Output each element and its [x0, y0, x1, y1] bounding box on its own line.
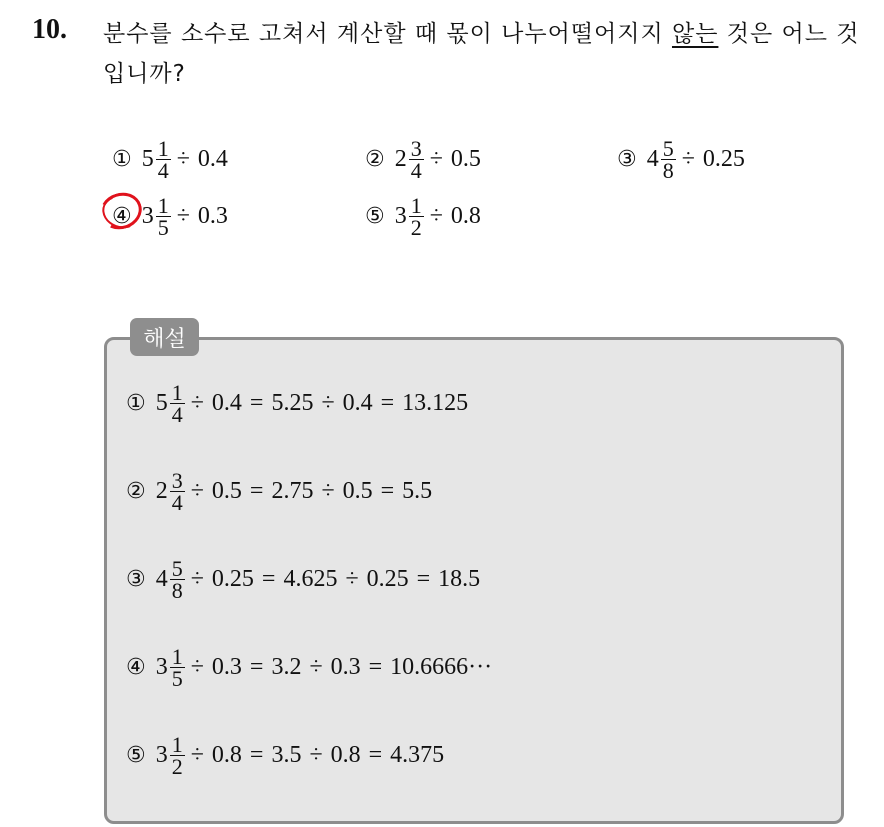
- option-marker: ①: [126, 391, 146, 416]
- fraction-numerator: 1: [410, 193, 422, 218]
- division-expression: ÷ 0.5: [429, 146, 481, 172]
- option-marker: ③: [126, 567, 146, 592]
- fraction-numerator: 5: [171, 556, 183, 581]
- option-marker: ⑤: [126, 743, 146, 768]
- mixed-number-whole: 5: [155, 390, 168, 416]
- solution-expression: ÷ 0.5 = 2.75 ÷ 0.5 = 5.5: [190, 478, 433, 504]
- option-marker: ④: [112, 204, 132, 229]
- fraction-denominator: 4: [171, 490, 183, 515]
- fraction: [170, 470, 185, 513]
- fraction: [170, 382, 185, 425]
- solution-expression: ÷ 0.4 = 5.25 ÷ 0.4 = 13.125: [190, 390, 469, 416]
- mixed-number-whole: 3: [394, 203, 407, 229]
- option-marker: ①: [112, 147, 132, 172]
- solution-line-4: [126, 646, 492, 689]
- fraction-denominator: 8: [662, 158, 674, 183]
- question-text: [103, 14, 873, 94]
- fraction: [170, 734, 185, 777]
- fraction: [409, 138, 424, 181]
- solution-line-3: [126, 558, 480, 601]
- solution-expression: ÷ 0.3 = 3.2 ÷ 0.3 = 10.6666···: [190, 654, 493, 680]
- option-3[interactable]: [617, 138, 745, 181]
- fraction-numerator: 1: [171, 644, 183, 669]
- fraction-denominator: 4: [157, 158, 169, 183]
- fraction-denominator: 5: [157, 215, 169, 240]
- fraction-numerator: 5: [662, 136, 674, 161]
- fraction: [156, 138, 171, 181]
- fraction-denominator: 5: [171, 666, 183, 691]
- fraction: [409, 195, 424, 238]
- fraction-denominator: 8: [171, 578, 183, 603]
- fraction-numerator: 1: [157, 136, 169, 161]
- option-5[interactable]: [365, 195, 481, 238]
- solution-label: 해설: [130, 318, 199, 356]
- fraction: [170, 646, 185, 689]
- solution-expression: ÷ 0.8 = 3.5 ÷ 0.8 = 4.375: [190, 742, 445, 768]
- fraction-denominator: 2: [410, 215, 422, 240]
- division-expression: ÷ 0.25: [681, 146, 745, 172]
- solution-line-1: [126, 382, 468, 425]
- option-marker: ②: [126, 479, 146, 504]
- fraction-denominator: 2: [171, 754, 183, 779]
- mixed-number-whole: 3: [155, 742, 168, 768]
- question-text-before: 분수를 소수로 고쳐서 계산할 때 몫이 나누어떨어지지: [103, 21, 672, 47]
- mixed-number-whole: 5: [141, 146, 154, 172]
- mixed-number-whole: 2: [155, 478, 168, 504]
- mixed-number-whole: 3: [155, 654, 168, 680]
- fraction-numerator: 1: [171, 732, 183, 757]
- option-marker: ②: [365, 147, 385, 172]
- fraction-denominator: 4: [410, 158, 422, 183]
- option-marker: ⑤: [365, 204, 385, 229]
- mixed-number-whole: 2: [394, 146, 407, 172]
- fraction: [156, 195, 171, 238]
- option-2[interactable]: [365, 138, 481, 181]
- solution-expression: ÷ 0.25 = 4.625 ÷ 0.25 = 18.5: [190, 566, 481, 592]
- fraction-numerator: 3: [410, 136, 422, 161]
- option-1[interactable]: [112, 138, 228, 181]
- mixed-number-whole: 4: [155, 566, 168, 592]
- solution-line-5: [126, 734, 444, 777]
- option-marker: ④: [126, 655, 146, 680]
- question-text-after: 것은 어느 것입니까?: [103, 21, 860, 87]
- option-marker: ③: [617, 147, 637, 172]
- fraction-numerator: 1: [157, 193, 169, 218]
- fraction-numerator: 1: [171, 380, 183, 405]
- fraction: [661, 138, 676, 181]
- mixed-number-whole: 4: [646, 146, 659, 172]
- mixed-number-whole: 3: [141, 203, 154, 229]
- solution-line-2: [126, 470, 432, 513]
- question-number: 10.: [32, 14, 67, 45]
- fraction: [170, 558, 185, 601]
- division-expression: ÷ 0.3: [176, 203, 228, 229]
- division-expression: ÷ 0.8: [429, 203, 481, 229]
- division-expression: ÷ 0.4: [176, 146, 228, 172]
- question-underlined-word: 않는: [671, 21, 719, 47]
- fraction-denominator: 4: [171, 402, 183, 427]
- fraction-numerator: 3: [171, 468, 183, 493]
